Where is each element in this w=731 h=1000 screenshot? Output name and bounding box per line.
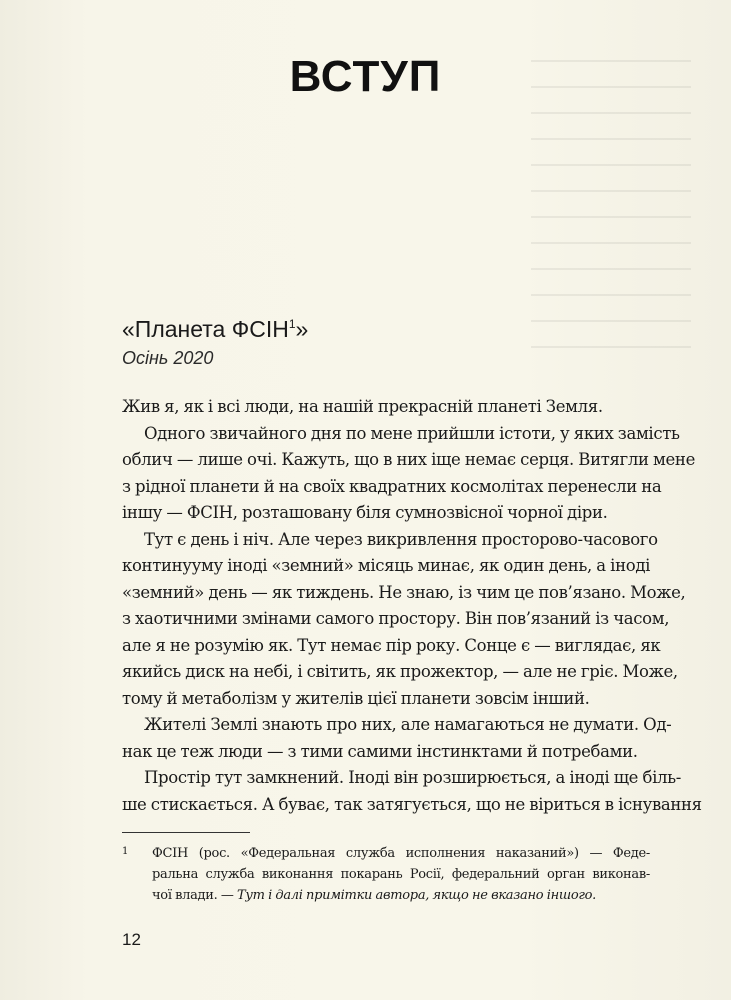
section-title xyxy=(122,316,308,343)
text-line: Жителі Землі знають про них, але намагаються не думати. Од- xyxy=(144,715,672,734)
text-line: нак це теж люди — з тими самими інстинктами й потребами. xyxy=(122,741,638,761)
show-through-text xyxy=(531,60,691,360)
footnote-text-italic: Тут і далі примітки автора, якщо не вказано іншого. xyxy=(237,888,597,903)
text-line: іншу — ФСІН, розташовану біля сумнозвісної чорної діри. xyxy=(122,503,608,522)
footnote-line: ральна служба виконання покарань Росії, федеральний орган виконав- xyxy=(152,867,650,882)
footnote-body xyxy=(122,843,650,906)
page-number: 12 xyxy=(122,930,141,949)
footnote-mark: 1 xyxy=(122,846,129,857)
text-line: Жив я, як і всі люди, на нашій прекрасній планеті Земля. xyxy=(122,397,603,416)
chapter-title: ВСТУП xyxy=(289,52,442,101)
text-line: континууму іноді «земний» місяць минає, як один день, а іноді xyxy=(122,556,651,575)
footnote-line: ФСІН (рос. «Федеральная служба исполнения наказаний») — Феде- xyxy=(152,846,650,861)
section-title-text: «Планета ФСІН xyxy=(122,316,289,342)
section-title-close: » xyxy=(295,316,309,342)
text-line: Тут є день і ніч. Але через викривлення просторово-часового xyxy=(144,529,658,549)
section-date: Осінь 2020 xyxy=(122,348,214,368)
text-line: тому й метаболізм у жителів цієї планети зовсім інший. xyxy=(122,688,590,708)
text-line: але я не розумію як. Тут немає пір року. Сонце є — виглядає, як xyxy=(122,635,661,655)
footnote-divider xyxy=(122,832,250,833)
text-line: облич — лише очі. Кажуть, що в них іще немає серця. Витягли мене xyxy=(122,450,695,469)
text-line: «земний» день — як тиждень. Не знаю, із чим це пов’язано. Може, xyxy=(122,582,686,602)
footnote xyxy=(122,843,650,906)
text-line: якийсь диск на небі, і світить, як прожектор, — але не гріє. Може, xyxy=(122,662,678,681)
footnote-text-plain: чої влади. — xyxy=(152,888,238,903)
text-line: з хаотичними змінами самого простору. Він пов’язаний із часом, xyxy=(122,609,670,628)
body-text xyxy=(122,394,702,818)
text-line: ше стискається. А буває, так затягується, що не віриться в існування xyxy=(122,794,702,814)
text-line: Простір тут замкнений. Іноді він розширюється, а іноді ще біль- xyxy=(144,768,681,787)
text-line: з рідної планети й на своїх квадратних космолітах перенесли на xyxy=(122,476,662,496)
text-line: Одного звичайного дня по мене прийшли істоти, у яких замість xyxy=(144,423,680,443)
footnote-line xyxy=(152,885,650,906)
footnote-reference: 1 xyxy=(288,317,296,331)
